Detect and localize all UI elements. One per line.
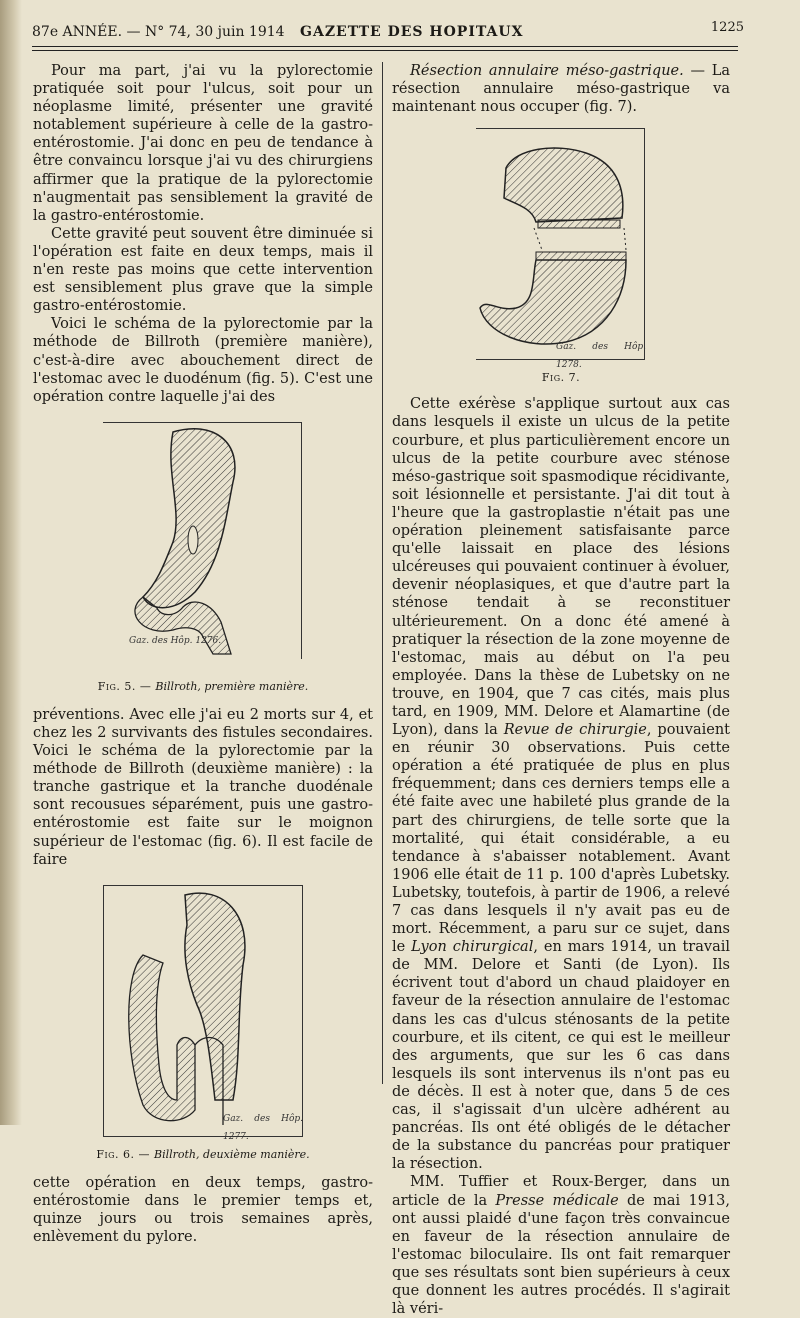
right-paragraph-2 xyxy=(392,395,730,1173)
right-paragraph-1-text: — La résection annulaire méso-gastrique va maintenant nous occuper (fig. 7). xyxy=(392,63,730,116)
right-column xyxy=(392,62,730,1318)
figure-5-caption-text: Billroth, première manière. xyxy=(155,679,309,693)
figure-5 xyxy=(103,422,303,672)
header-page-number: 1225 xyxy=(710,20,744,35)
figure-6-caption xyxy=(33,1146,373,1164)
figure-5-credit: Gaz. des Hôp. 1276. xyxy=(129,635,222,646)
left-column xyxy=(33,62,373,1246)
right-paragraph-2-b: , pouvaient en réunir 30 observations. Puis cette opération a été pratiquée de plus en plus fréquemment; dans ces derniers temps elle a été faite avec une habileté plus grande de la part des chirurgiens, de telle sorte que la mortalité, qui était considérable, a eu tendance à s'abaisser notablement. Avant 1906 elle était de 11 p. 100 d'après Lubetsky. Lubetsky, toutefois, à partir de 1906, a relevé 7 cas dans lesquels il n'y avait pas eu de mort. Récemment, a paru sur ce sujet, dans le xyxy=(392,722,730,956)
figure-5-caption-label: Fig. 5. — xyxy=(97,679,156,693)
journal-presse-medicale: Presse médicale xyxy=(495,1192,619,1209)
right-paragraph-2-c: , en mars 1914, un travail de MM. Delore et Santi (de Lyon). Ils écrivent tout d'abord un chaud plaidoyer en faveur de la résection annulaire de l'estomac dans les cas d'ulcus sténosants de la petite courbure, et ils citent, ce qui est le meilleur des arguments, que sur les 6 cas dans lesquels ils sont intervenus ils n'ont pas eu de décès. Il est à noter que, dans 5 de ces cas, il s'agissait d'un ulcère adhérent au pancréas. Ils ont été obligés de le détacher de la substance du pancréas pour pratiquer la résection. xyxy=(392,939,730,1173)
left-paragraph-5: cette opération en deux temps, gastro-entérostomie dans le premier temps et, quinze jours ou trois semaines après, enlèvement du pylore. xyxy=(33,1174,373,1246)
journal-revue-de-chirurgie: Revue de chirurgie xyxy=(503,722,647,739)
figure-6-caption-label: Fig. 6. — xyxy=(96,1147,154,1161)
figure-6-illustration xyxy=(103,885,303,1137)
right-paragraph-3-b: de mai 1913, ont aussi plaidé d'une façon très convaincue en faveur de la résection annulaire de l'estomac biloculaire. Ils ont fait remarquer que ses résultats sont bien supérieurs à ceux que donnent les autres procédés. Il s'agirait là véri- xyxy=(392,1192,730,1318)
figure-7-illustration xyxy=(476,128,646,360)
header-rule-top xyxy=(32,46,738,47)
figure-6-credit: Gaz. des Hôp. 1277. xyxy=(223,1113,303,1142)
left-paragraph-1: Pour ma part, j'ai vu la pylorectomie pratiquée soit pour l'ulcus, soit pour un néoplasme limité, présenter une gravité notablement supérieure à celle de la gastro-entérostomie. J'ai donc en peu de tendance à être convaincu lorsque j'ai vu des chirurgiens affirmer que la pratique de la pylorectomie n'augmentait pas sensiblement la gravité de la gastro-entérostomie. xyxy=(33,63,373,224)
header-rule-bottom xyxy=(32,50,738,51)
left-paragraph-3: Voici le schéma de la pylorectomie par la méthode de Billroth (première manière), c'est-à-dire avec abouchement direct de l'estomac avec le duodénum (fig. 5). C'est une opération contre laquelle j'ai des xyxy=(33,316,373,405)
header-journal-title: GAZETTE DES HOPITAUX xyxy=(300,24,524,40)
figure-7-caption: Fig. 7. xyxy=(541,371,581,385)
right-paragraph-1 xyxy=(392,62,730,116)
page-edge-shadow xyxy=(0,0,22,1125)
figure-7 xyxy=(476,128,646,371)
header-issue: 87e ANNÉE. — N° 74, 30 juin 1914 xyxy=(32,24,285,40)
running-header xyxy=(32,20,744,44)
right-paragraph-3 xyxy=(392,1173,730,1318)
journal-lyon-chirurgical: Lyon chirurgical xyxy=(411,939,534,956)
column-divider xyxy=(382,62,383,1084)
figure-6 xyxy=(103,885,303,1140)
section-heading-resection: Résection annulaire méso-gastrique. xyxy=(410,63,684,79)
left-paragraph-4: préventions. Avec elle j'ai eu 2 morts sur 4, et chez les 2 survivants des fistules secondaires. Voici le schéma de la pylorectomie par la méthode de Billroth (deuxième manière) : la tranche gastrique et la tranche duodénale sont recousues séparément, puis une gastro-entérostomie est faite sur le moignon supérieur de l'estomac (fig. 6). Il est facile de faire xyxy=(33,706,373,868)
figure-5-caption xyxy=(33,678,373,696)
figure-7-credit: Gaz. des Hôp. 1278. xyxy=(556,342,646,371)
left-paragraph-2: Cette gravité peut souvent être diminuée si l'opération est faite en deux temps, mais il n'en reste pas moins que cette intervention est sensiblement plus grave que la simple gastro-entérostomie. xyxy=(33,225,373,315)
right-paragraph-2-a: Cette exérèse s'applique surtout aux cas dans lesquels il existe un ulcus de la petite courbure, et plus particulièrement encore un ulcus de la petite courbure avec sténose méso-gastrique soit spasmodique récidivante, soit lésionnelle et persistante. J'ai dit tout à l'heure que la gastroplastie n'était pas une opération pleinement satisfaisante parce qu'elle laissait en place des lésions ulcéreuses qui pouvaient continuer à évoluer, devenir néoplasiques, et que d'autre part la sténose tendait à se reconstituer ultérieurement. On a donc été amené à pratiquer la résection de la zone moyenne de l'estomac, mais au début on l'a peu employée. Dans la thèse de Lubetsky on ne trouve, en 1904, que 7 cas cités, mais plus tard, en 1909, MM. Delore et Alamartine (de Lyon), dans la xyxy=(392,396,730,739)
figure-6-caption-text: Billroth, deuxième manière. xyxy=(153,1147,310,1161)
figure-5-illustration xyxy=(103,422,303,662)
right-paragraph-3-a: MM. Tuffier et Roux-Berger, dans un article de la xyxy=(392,1174,730,1209)
